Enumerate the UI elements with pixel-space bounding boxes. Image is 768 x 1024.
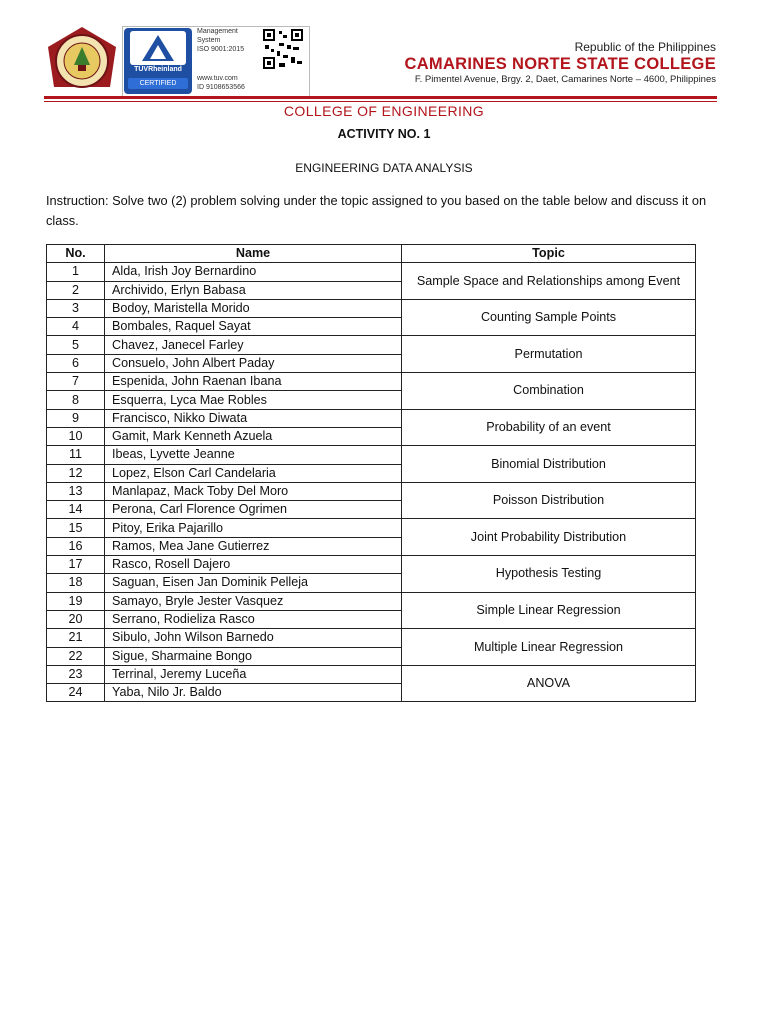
- row-number: 6: [47, 354, 105, 372]
- col-header-topic: Topic: [402, 245, 696, 263]
- topic-cell: Poisson Distribution: [402, 482, 696, 519]
- row-number: 14: [47, 501, 105, 519]
- row-number: 4: [47, 318, 105, 336]
- table-header-row: [47, 245, 696, 263]
- table-row: [47, 556, 696, 574]
- table-row: [47, 665, 696, 683]
- student-name: Manlapaz, Mack Toby Del Moro: [105, 482, 402, 500]
- table-row: [47, 482, 696, 500]
- student-name: Ibeas, Lyvette Jeanne: [105, 446, 402, 464]
- college-address: F. Pimentel Avenue, Brgy. 2, Daet, Camarines Norte – 4600, Philippines: [414, 74, 716, 85]
- student-name: Yaba, Nilo Jr. Baldo: [105, 684, 402, 702]
- row-number: 23: [47, 665, 105, 683]
- tuv-brand-text: TÜVRheinland: [134, 66, 182, 73]
- cert-line-3: ISO 9001:2015: [197, 46, 245, 53]
- student-name: Francisco, Nikko Diwata: [105, 409, 402, 427]
- subject-title: ENGINEERING DATA ANALYSIS: [295, 161, 473, 175]
- activity-title: ACTIVITY NO. 1: [337, 127, 431, 141]
- table-row: [47, 263, 696, 281]
- topic-cell: Simple Linear Regression: [402, 592, 696, 629]
- student-name: Samayo, Bryle Jester Vasquez: [105, 592, 402, 610]
- row-number: 8: [47, 391, 105, 409]
- col-header-no: No.: [47, 245, 105, 263]
- college-name: CAMARINES NORTE STATE COLLEGE: [404, 55, 716, 73]
- college-seal-icon: [44, 25, 120, 97]
- topic-cell: Joint Probability Distribution: [402, 519, 696, 556]
- student-name: Sibulo, John Wilson Barnedo: [105, 629, 402, 647]
- row-number: 17: [47, 556, 105, 574]
- topic-cell: Probability of an event: [402, 409, 696, 446]
- table-row: [47, 409, 696, 427]
- assignment-table: [46, 244, 696, 702]
- row-number: 12: [47, 464, 105, 482]
- student-name: Chavez, Janecel Farley: [105, 336, 402, 354]
- tuv-triangle-icon: [130, 31, 186, 65]
- table-row: [47, 373, 696, 391]
- student-name: Archivido, Erlyn Babasa: [105, 281, 402, 299]
- row-number: 15: [47, 519, 105, 537]
- cert-line-1: Management: [197, 28, 238, 35]
- cert-line-2: System: [197, 37, 221, 44]
- table-row: [47, 629, 696, 647]
- header-divider: [44, 96, 717, 99]
- row-number: 19: [47, 592, 105, 610]
- topic-cell: Combination: [402, 373, 696, 410]
- student-name: Pitoy, Erika Pajarillo: [105, 519, 402, 537]
- instruction-text: Instruction: Solve two (2) problem solving under the topic assigned to you based on the table below and discuss it on class.: [46, 193, 707, 228]
- topic-cell: Counting Sample Points: [402, 299, 696, 336]
- row-number: 22: [47, 647, 105, 665]
- row-number: 13: [47, 482, 105, 500]
- table-row: [47, 336, 696, 354]
- student-name: Esquerra, Lyca Mae Robles: [105, 391, 402, 409]
- table-body: [47, 263, 696, 702]
- table-row: [47, 446, 696, 464]
- student-name: Perona, Carl Florence Ogrimen: [105, 501, 402, 519]
- row-number: 21: [47, 629, 105, 647]
- student-name: Gamit, Mark Kenneth Azuela: [105, 427, 402, 445]
- student-name: Alda, Irish Joy Bernardino: [105, 263, 402, 281]
- row-number: 3: [47, 299, 105, 317]
- row-number: 5: [47, 336, 105, 354]
- row-number: 1: [47, 263, 105, 281]
- student-name: Espenida, John Raenan Ibana: [105, 373, 402, 391]
- row-number: 24: [47, 684, 105, 702]
- student-name: Rasco, Rosell Dajero: [105, 556, 402, 574]
- row-number: 18: [47, 574, 105, 592]
- qr-code-icon: [261, 27, 305, 71]
- student-name: Consuelo, John Albert Paday: [105, 354, 402, 372]
- table-row: [47, 299, 696, 317]
- row-number: 2: [47, 281, 105, 299]
- student-name: Bodoy, Maristella Morido: [105, 299, 402, 317]
- row-number: 10: [47, 427, 105, 445]
- cert-line-4: www.tuv.com: [197, 75, 238, 82]
- topic-cell: Hypothesis Testing: [402, 556, 696, 593]
- republic-label: Republic of the Philippines: [574, 40, 716, 54]
- row-number: 9: [47, 409, 105, 427]
- header-divider-thin: [44, 101, 717, 102]
- row-number: 16: [47, 537, 105, 555]
- certified-badge: CERTIFIED: [128, 78, 188, 89]
- topic-cell: Permutation: [402, 336, 696, 373]
- row-number: 7: [47, 373, 105, 391]
- student-name: Saguan, Eisen Jan Dominik Pelleja: [105, 574, 402, 592]
- topic-cell: Sample Space and Relationships among Event: [402, 263, 696, 300]
- col-header-name: Name: [105, 245, 402, 263]
- student-name: Bombales, Raquel Sayat: [105, 318, 402, 336]
- topic-cell: Multiple Linear Regression: [402, 629, 696, 666]
- topic-cell: Binomial Distribution: [402, 446, 696, 483]
- cert-line-5: ID 9108653566: [197, 84, 245, 91]
- table-row: [47, 519, 696, 537]
- student-name: Lopez, Elson Carl Candelaria: [105, 464, 402, 482]
- student-name: Terrinal, Jeremy Luceña: [105, 665, 402, 683]
- department-title: COLLEGE OF ENGINEERING: [283, 103, 485, 119]
- student-name: Serrano, Rodieliza Rasco: [105, 610, 402, 628]
- student-name: Sigue, Sharmaine Bongo: [105, 647, 402, 665]
- table-row: [47, 592, 696, 610]
- topic-cell: ANOVA: [402, 665, 696, 702]
- row-number: 20: [47, 610, 105, 628]
- row-number: 11: [47, 446, 105, 464]
- student-name: Ramos, Mea Jane Gutierrez: [105, 537, 402, 555]
